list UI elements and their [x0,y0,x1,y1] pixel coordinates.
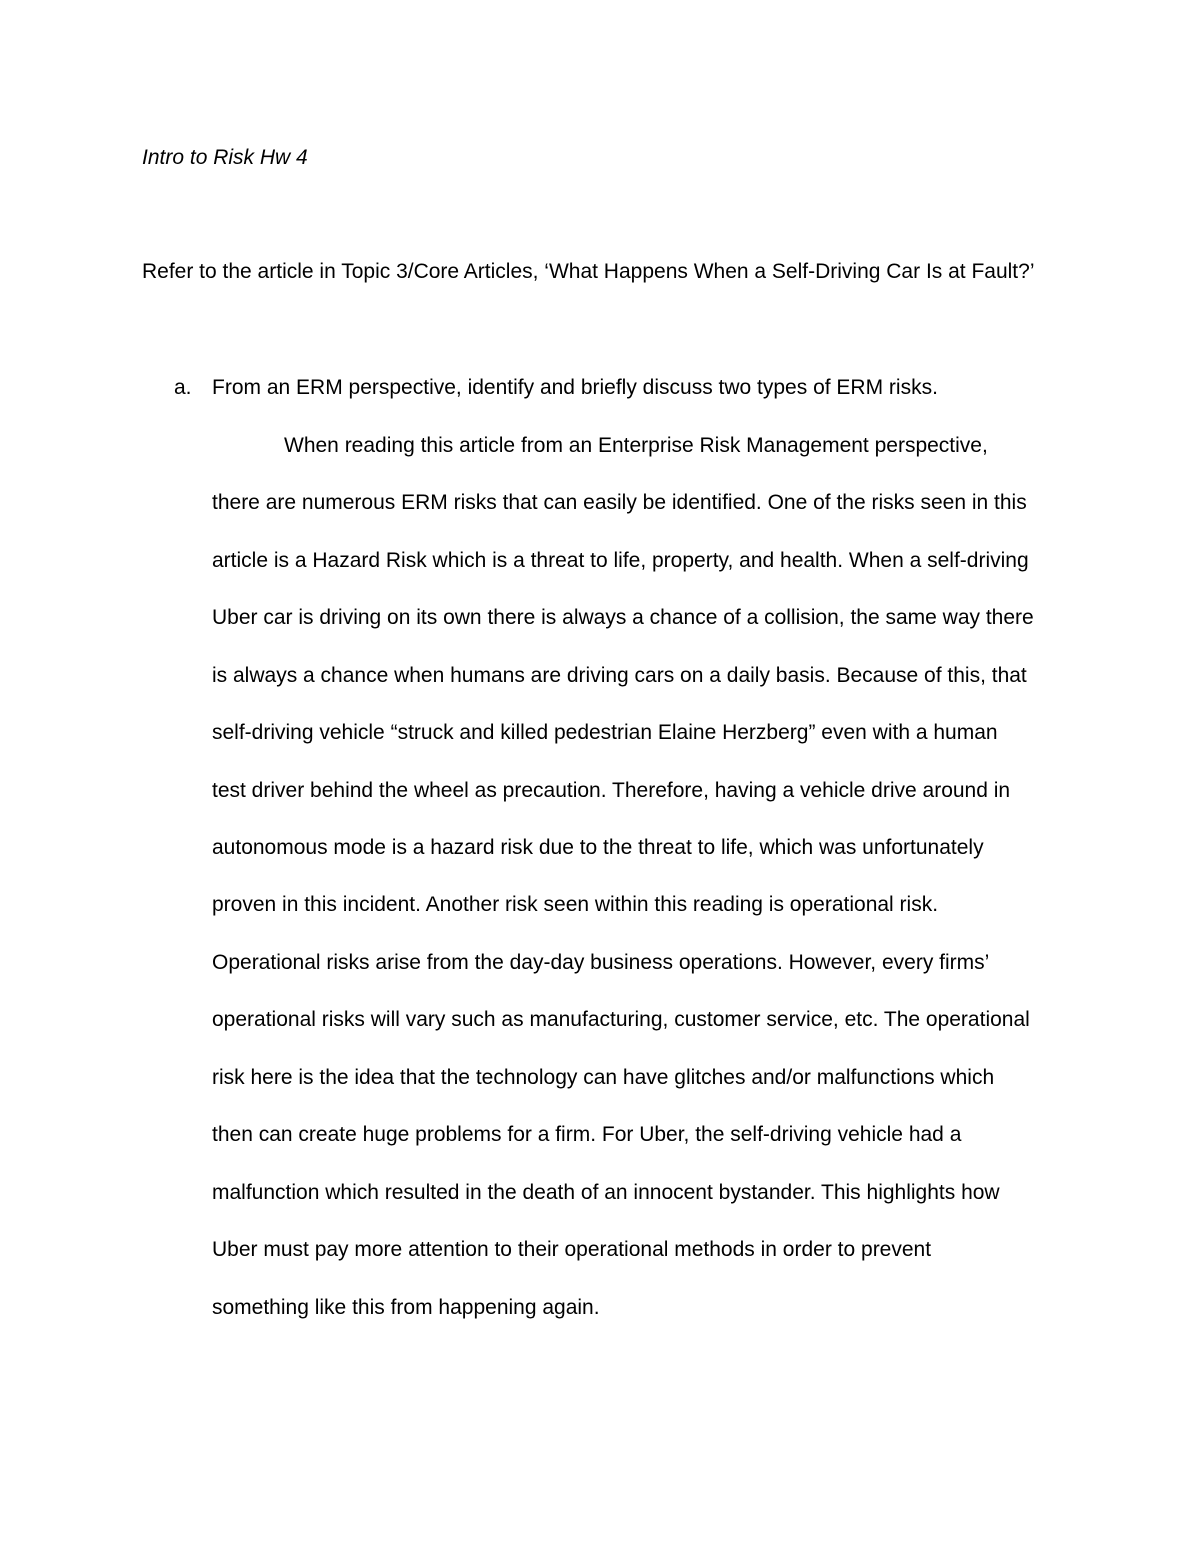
question-letter: a. [174,376,192,399]
answer-line: then can create huge problems for a firm. For Uber, the self-driving vehicle had a [212,1123,962,1146]
answer-line: Operational risks arise from the day-day business operations. However, every firms’ [212,951,990,974]
answer-line: article is a Hazard Risk which is a threat to life, property, and health. When a self-driving [212,549,1029,572]
answer-line: Uber must pay more attention to their operational methods in order to prevent [212,1238,932,1261]
answer-line: operational risks will vary such as manufacturing, customer service, etc. The operational [212,1008,1030,1031]
assignment-prompt: Refer to the article in Topic 3/Core Articles, ‘What Happens When a Self-Driving Car Is at Fault?’ [142,260,1035,283]
answer-line: When reading this article from an Enterprise Risk Management perspective, [284,434,988,457]
answer-line: malfunction which resulted in the death of an innocent bystander. This highlights how [212,1181,1000,1204]
answer-line: proven in this incident. Another risk seen within this reading is operational risk. [212,893,939,916]
question-text: From an ERM perspective, identify and briefly discuss two types of ERM risks. [212,376,938,399]
answer-line: self-driving vehicle “struck and killed pedestrian Elaine Herzberg” even with a human [212,721,998,744]
answer-line: there are numerous ERM risks that can easily be identified. One of the risks seen in this [212,491,1027,514]
answer-line: autonomous mode is a hazard risk due to the threat to life, which was unfortunately [212,836,984,859]
answer-line: test driver behind the wheel as precaution. Therefore, having a vehicle drive around in [212,779,1011,802]
answer-line: is always a chance when humans are driving cars on a daily basis. Because of this, that [212,664,1027,687]
answer-line: Uber car is driving on its own there is always a chance of a collision, the same way there [212,606,1034,629]
answer-line: risk here is the idea that the technology can have glitches and/or malfunctions which [212,1066,995,1089]
question-a [174,374,938,402]
document-title: Intro to Risk Hw 4 [142,146,308,169]
answer-line: something like this from happening again. [212,1296,600,1319]
